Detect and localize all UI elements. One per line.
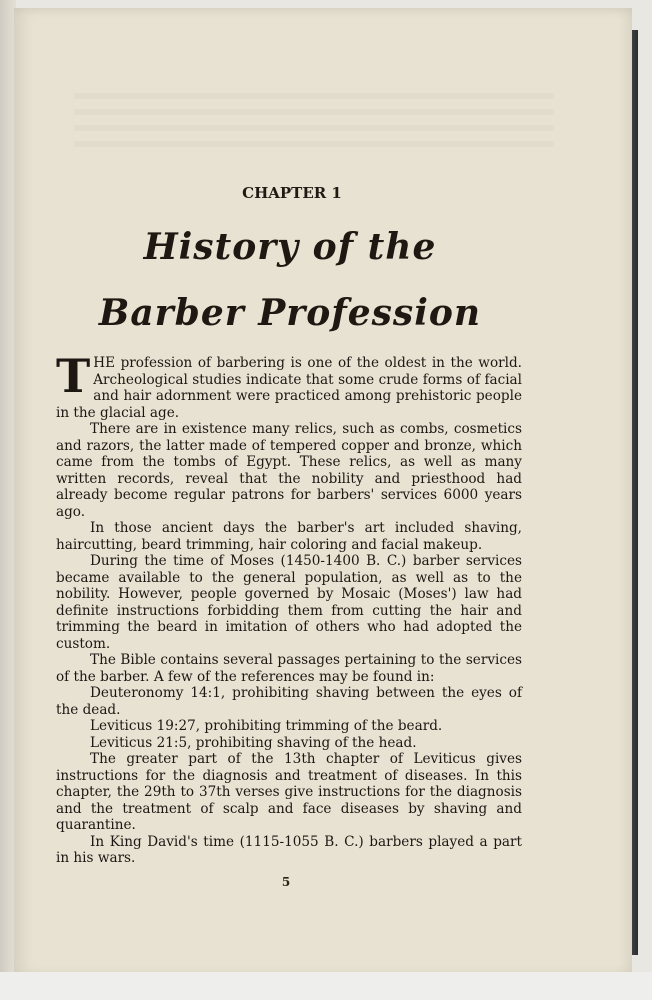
reference-item: Leviticus 21:5, prohibiting shaving of the head. <box>90 734 417 751</box>
reference-item: Deuteronomy 14:1, prohibiting shaving between the eyes of the dead. <box>56 685 522 718</box>
paragraph: The greater part of the 13th chapter of Leviticus gives instructions for the diagnosis and treatment of diseases. In this chapter, the 29th to 37th verses give instructions for the diagnosis and the treatment of scalp and face diseases by shaving and quarantine. <box>56 751 522 833</box>
chapter-title-line-1: History of the <box>143 226 437 268</box>
show-through-text <box>74 93 554 153</box>
reference-item: Leviticus 19:27, prohibiting trimming of the beard. <box>90 718 443 734</box>
chapter-label: CHAPTER 1 <box>242 184 342 202</box>
paragraph: In King David's time (1115-1055 B. C.) barbers played a part in his wars. <box>56 833 522 866</box>
paragraph: There are in existence many relics, such as combs, cosmetics and razors, the latter made of tempered copper and bronze, which came from the tombs of Egypt. These relics, as well as many written records, reveal that the nobility and priesthood had already become regular patrons for barbers' services 6000 years ago. <box>56 421 522 520</box>
page-number: 5 <box>281 875 291 889</box>
paragraph <box>56 349 522 421</box>
paragraph: During the time of Moses (1450-1400 B. C.) barber services became available to the general population, as well as to the nobility. However, people governed by Mosaic (Moses') law had definite instructions forbidding them from cutting the hair and trimming the beard in imitation of others who had adopted the custom. <box>56 553 522 652</box>
paragraph: In those ancient days the barber's art included shaving, haircutting, beard trimming, hair coloring and facial makeup. <box>56 520 522 553</box>
paragraph: The Bible contains several passages pertaining to the services of the barber. A few of the references may be found in: <box>56 652 522 685</box>
body-text <box>56 349 522 867</box>
background-surface <box>0 972 652 1000</box>
drop-cap: T <box>56 349 91 403</box>
chapter-title-line-2: Barber Profession <box>98 292 482 334</box>
paragraph-text: HE profession of barbering is one of the oldest in the world. Archeological studies indicate that some crude forms of facial and hair adornment were practiced among prehistoric people in the glacial age. <box>56 355 522 421</box>
